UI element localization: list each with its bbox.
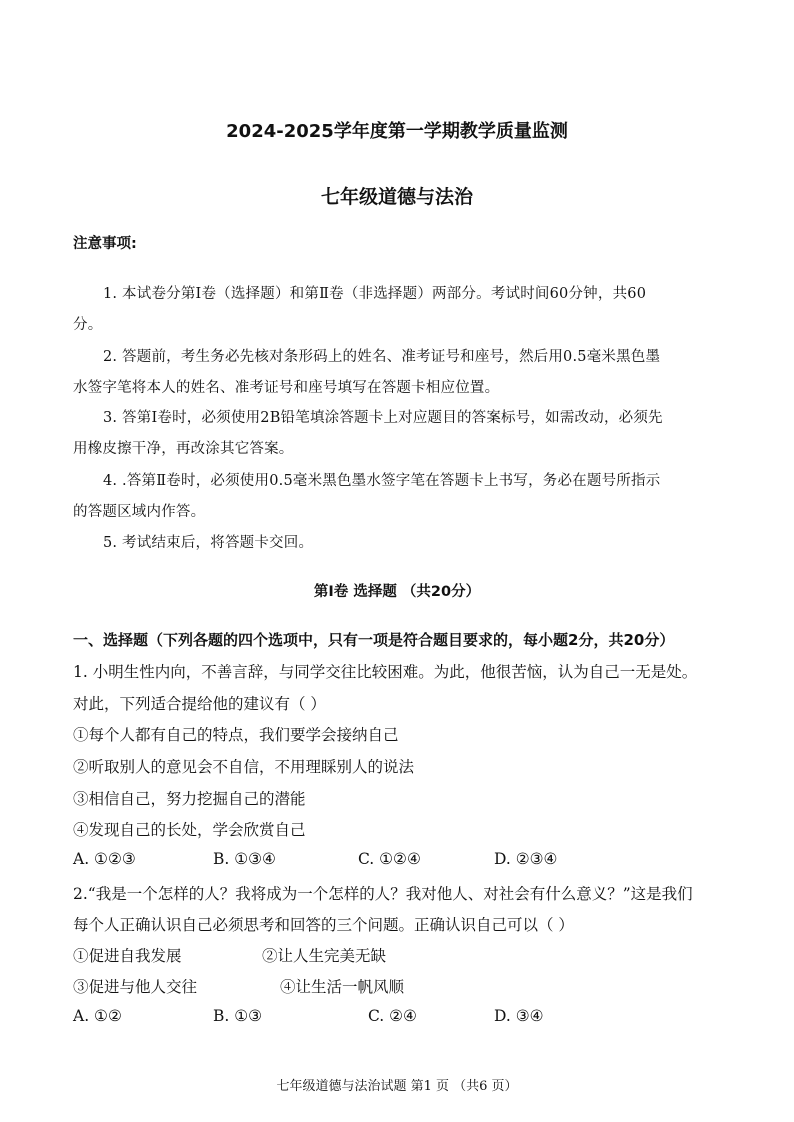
question-2-option-c: C. ②④ <box>368 1007 417 1025</box>
question-2-item: ②让人生完美无缺 <box>262 947 387 965</box>
notice-line: 水签字笔将本人的姓名、准考证号和座号填写在答题卡相应位置。 <box>73 380 500 396</box>
notice-line: 4. .答第Ⅱ卷时，必须使用0.5毫米黑色墨水签字笔在答题卡上书写，务必在题号所指示 <box>103 473 661 489</box>
page-footer: 七年级道德与法治试题 第1 页 （共6 页） <box>276 1079 518 1094</box>
question-2-option-b: B. ①③ <box>213 1007 263 1025</box>
question-1-stem-cont: 对此，下列适合提给他的建议有（ ） <box>73 695 326 713</box>
notice-line: 2. 答题前，考生务必先核对条形码上的姓名、准考证号和座号，然后用0.5毫米黑色墨 <box>103 349 661 365</box>
question-1-option-b: B. ①③④ <box>213 850 276 868</box>
notice-line: 用橡皮擦干净，再改涂其它答案。 <box>73 441 294 457</box>
notice-line: 的答题区域内作答。 <box>73 504 206 520</box>
question-1-option-d: D. ②③④ <box>494 850 558 868</box>
section-instruction: 一、选择题（下列各题的四个选项中，只有一项是符合题目要求的，每小题2分，共20分） <box>73 631 675 649</box>
notice-line: 分。 <box>73 317 103 333</box>
question-2-item: ④让生活一帆风顺 <box>280 978 405 996</box>
question-1-option-c: C. ①②④ <box>358 850 421 868</box>
notice-line: 3. 答第Ⅰ卷时，必须使用2B铅笔填涂答题卡上对应题目的答案标号，如需改动，必须先 <box>103 410 663 426</box>
notice-line: 5. 考试结束后，将答题卡交回。 <box>103 535 314 551</box>
question-2-item: ③促进与他人交往 <box>73 978 198 996</box>
question-2-stem: 2.“我是一个怎样的人？我将成为一个怎样的人？我对他人、对社会有什么意义？”这是我们 <box>73 885 693 903</box>
question-2-option-d: D. ③④ <box>494 1007 544 1025</box>
notice-line: 1. 本试卷分第Ⅰ卷（选择题）和第Ⅱ卷（非选择题）两部分。考试时间60分钟，共60 <box>103 286 647 302</box>
exam-title: 2024-2025学年度第一学期教学质量监测 <box>226 121 568 142</box>
question-1-item: ②听取别人的意见会不自信，不用理睬别人的说法 <box>73 758 415 776</box>
question-1-stem: 1. 小明生性内向，不善言辞，与同学交往比较困难。为此，他很苦恼，认为自己一无是处。 <box>73 663 698 681</box>
question-1-item: ④发现自己的长处，学会欣赏自己 <box>73 821 306 839</box>
question-2-option-a: A. ①② <box>73 1007 122 1025</box>
question-1-option-a: A. ①②③ <box>73 850 136 868</box>
question-2-stem-cont: 每个人正确认识自己必须思考和回答的三个问题。正确认识自己可以（ ） <box>73 916 574 934</box>
question-2-item: ①促进自我发展 <box>73 947 182 965</box>
question-1-item: ③相信自己，努力挖掘自己的潜能 <box>73 790 306 808</box>
exam-subject: 七年级道德与法治 <box>320 186 473 208</box>
notice-heading: 注意事项: <box>73 236 137 252</box>
question-1-item: ①每个人都有自己的特点，我们要学会接纳自己 <box>73 726 399 744</box>
section-heading: 第Ⅰ卷 选择题 （共20分） <box>313 584 481 600</box>
